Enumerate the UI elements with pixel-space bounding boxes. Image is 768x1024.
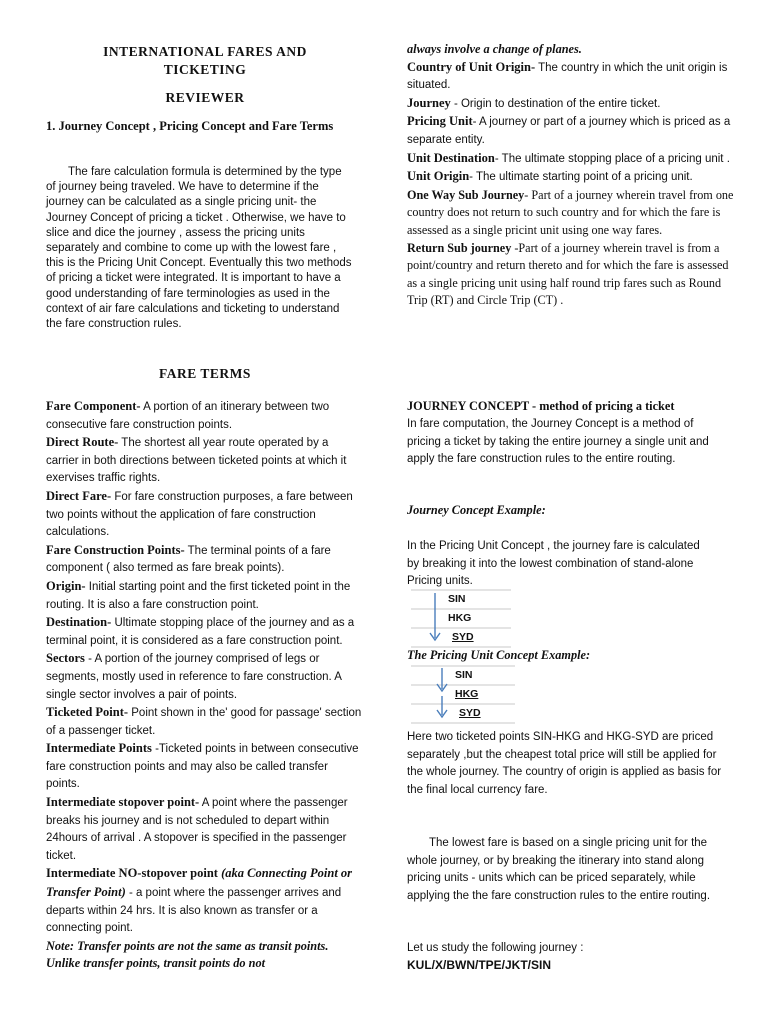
pricing-unit-example-diagram: [411, 665, 531, 725]
title-line-1: INTERNATIONAL FARES AND: [103, 44, 307, 59]
term-name: Intermediate stopover point-: [46, 795, 200, 810]
term-definition: -Part of a journey wherein travel is from a point/country and return thereto and for which the fare is assessed as a single pricing unit using half round trip fares such as Round Trip (RT) and Circle Trip (CT) .: [407, 240, 729, 308]
term-alias: (aka Connecting Point or Transfer Point): [46, 866, 353, 900]
transfer-note-continued: always involve a change of planes.: [407, 42, 582, 56]
term-definition: The shortest all year route operated by a carrier in both directions between ticketed points at which it exervises traffic rights.: [46, 437, 347, 485]
transfer-note: Note: Transfer points are not the same as transit points. Unlike transfer points, transit points do not: [46, 938, 329, 971]
term-item: [46, 434, 362, 488]
term-definition: - Part of a journey wherein travel from one country does not return to such country and for which the fare is assessed as a single pricint unit using one way fares.: [407, 187, 734, 237]
city-code: SYD: [459, 707, 481, 719]
term-item: [407, 113, 737, 149]
term-name: Fare Construction Points-: [46, 542, 185, 557]
term-name: Direct Fare-: [46, 488, 112, 503]
term-name: Pricing Unit: [407, 114, 473, 129]
journey-concept-heading: JOURNEY CONCEPT - method of pricing a ticket: [407, 399, 675, 413]
study-journey-text: Let us study the following journey :: [407, 942, 584, 954]
fare-terms-list: [46, 398, 362, 973]
city-code: HKG: [455, 688, 479, 700]
term-item: [46, 398, 362, 434]
term-item: [407, 95, 737, 114]
term-name: Country of Unit Origin-: [407, 59, 536, 74]
term-name: Journey: [407, 95, 451, 110]
city-code: HKG: [448, 612, 472, 624]
term-definition: - The ultimate stopping place of a pricing unit .: [494, 152, 730, 165]
term-definition: - A journey or part of a journey which is priced as a separate entity.: [407, 116, 731, 146]
term-name: Fare Component-: [46, 399, 141, 413]
term-item: [407, 150, 737, 169]
term-definition: - The ultimate starting point of a pricing unit.: [469, 171, 693, 184]
section-heading: 1. Journey Concept , Pricing Concept and Fare Terms: [46, 119, 334, 133]
term-name: One Way Sub Journey: [407, 187, 525, 202]
term-item: [46, 740, 362, 794]
term-name: Destination-: [46, 615, 112, 630]
term-item: [46, 542, 362, 578]
term-definition: The terminal points of a fare component ( also termed as fare break points).: [46, 544, 331, 575]
term-name: Intermediate NO-stopover point: [46, 866, 218, 881]
term-item: [46, 614, 362, 650]
intro-paragraph: The fare calculation formula is determined by the type of journey being traveled. We have to determine if the journey can be calculated as a single pricing unit- the Journey Concept of pricing a ticket . Otherwise, we have to slice and dice the journey , assess the pricing units separately and combine to come up with the lowest fare , this is the Pricing Unit Concept. Eventually this two methods of pricing a ticket were integrated. It is important to have a good understanding of fare terminologies as used in the context of air fare calculations and ticketing to understand the fare construction rules.: [46, 166, 352, 331]
journey-example-diagram: [411, 589, 531, 649]
city-code: SIN: [448, 593, 466, 605]
term-definition: - Origin to destination of the entire ticket.: [450, 97, 661, 110]
term-item: [46, 578, 362, 614]
pricing-example-heading: The Pricing Unit Concept Example:: [407, 648, 591, 662]
term-definition: A point where the passenger breaks his journey and is not scheduled to depart within 24hours of arrival . A stopover is specified in the passenger ticket.: [46, 797, 348, 862]
journey-concept-body: In fare computation, the Journey Concept is a method of pricing a ticket by taking the entire journey a single unit and apply the fare construction rules to the entire routing.: [407, 418, 709, 465]
term-definition: Point shown in the' good for passage' section of a passenger ticket.: [46, 707, 362, 737]
title-line-2: TICKETING: [163, 62, 247, 77]
term-name: Unit Origin: [407, 169, 470, 184]
document-title: [46, 43, 364, 79]
term-definition: - a point where the passenger arrives and departs within 24 hrs. It is also known as transfer or a connecting point.: [46, 887, 342, 935]
lowest-fare-paragraph: The lowest fare is based on a single pricing unit for the whole journey, or by breaking the itinerary into stand along pricing units - units which can be priced separately, while applying the the fare construction rules to the entire routing.: [407, 837, 711, 902]
journey-route: KUL/X/BWN/TPE/JKT/SIN: [407, 958, 552, 972]
term-definition: A portion of an itinerary between two consecutive fare construction points.: [46, 401, 330, 431]
journey-example-heading: Journey Concept Example:: [407, 503, 546, 517]
term-name: Sectors: [46, 651, 85, 666]
term-name: Intermediate Points: [46, 741, 152, 756]
term-definition: Initial starting point and the first ticketed point in the routing. It is also a fare construction point.: [46, 580, 351, 611]
fare-terms-heading: FARE TERMS: [159, 366, 251, 381]
term-definition: Ultimate stopping place of the journey and as a terminal point, it is considered as a fare construction point.: [46, 617, 355, 647]
term-item: [407, 168, 737, 187]
right-terms-list: [407, 41, 737, 310]
term-item: [46, 488, 362, 542]
term-name: Ticketed Point-: [46, 705, 129, 720]
reviewer-heading: REVIEWER: [165, 90, 245, 105]
term-item: [407, 240, 737, 310]
city-code: SIN: [455, 669, 473, 681]
term-item-no-stopover: [46, 865, 362, 937]
term-definition: -Ticketed points in between consecutive fare construction points and may also be called transfer points.: [46, 743, 359, 791]
term-definition: - A portion of the journey comprised of legs or segments, mostly used in reference to fare construction. A single sector involves a pair of points.: [46, 653, 342, 701]
pricing-example-explanation: Here two ticketed points SIN-HKG and HKG-SYD are priced separately ,but the cheapest total price will still be applied for the whole journey. The country of origin is applied as basis for the final local currency fare.: [407, 731, 722, 796]
term-name: Unit Destination: [407, 150, 495, 165]
term-name: Direct Route-: [46, 435, 119, 450]
term-item: [46, 650, 362, 704]
term-item: [407, 187, 737, 240]
pricing-unit-intro: In the Pricing Unit Concept , the journey fare is calculated by breaking it into the lowest combination of stand-alone Pricing units.: [407, 540, 700, 587]
term-name: Return Sub journey: [407, 240, 512, 255]
term-item: [407, 59, 737, 95]
term-name: Origin-: [46, 578, 86, 593]
term-definition: For fare construction purposes, a fare between two points without the application of fare construction calculations.: [46, 490, 353, 539]
city-code: SYD: [452, 631, 474, 643]
term-definition: The country in which the unit origin is situated.: [407, 61, 728, 92]
term-item: [46, 704, 362, 740]
term-item: [46, 794, 362, 865]
